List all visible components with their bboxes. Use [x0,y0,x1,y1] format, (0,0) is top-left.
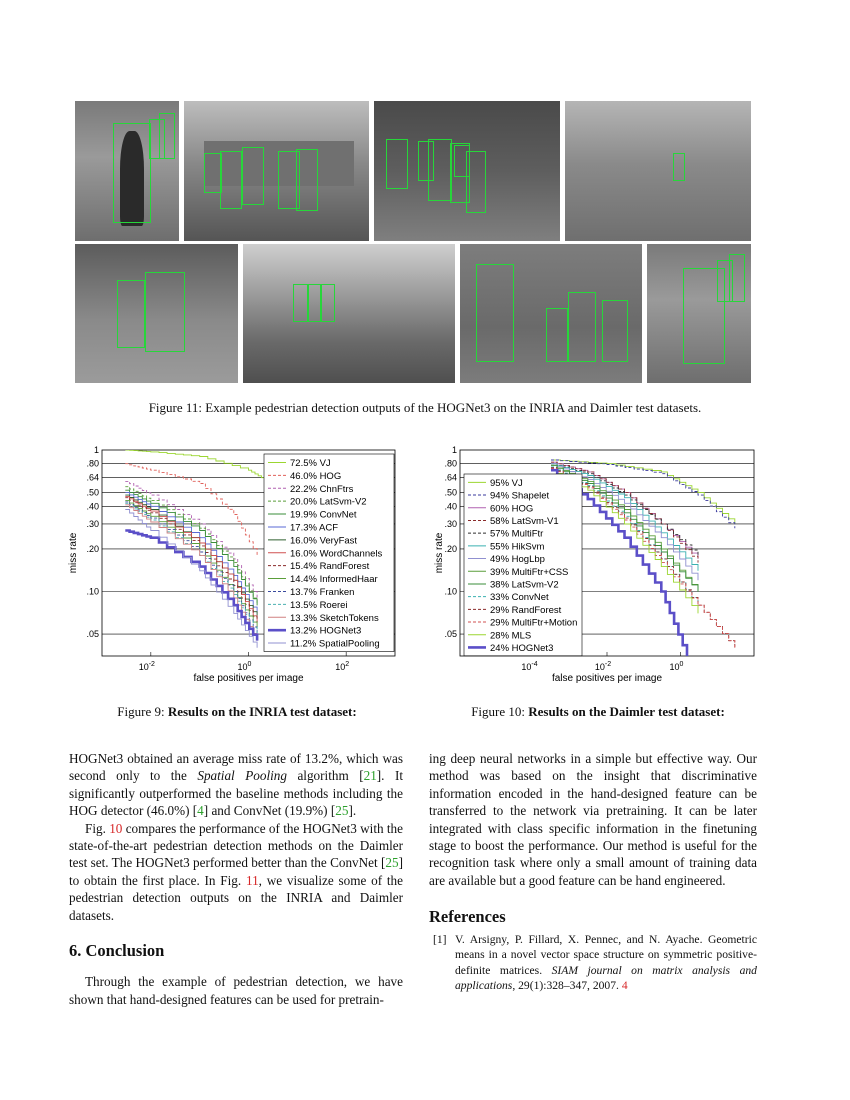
figure-9-caption-prefix: Figure 9: [117,704,168,719]
figure-10-caption [428,704,768,720]
legend-label: 39% MultiFtr+CSS [490,566,569,578]
legend-label: 17.3% ACF [290,522,339,534]
y-tick-label: .50 [444,487,457,498]
legend-label: 29% RandForest [490,604,562,616]
results-paragraph: HOGNet3 obtained an average miss rate of 13.2%, which was second only to the Spatial Pooling algorithm [21]. It significantly outperformed the baseline methods including the HOG detector (46.0%) [4] and ConvNet (19.9%) [25]. [69,751,404,819]
y-tick-label: .64 [444,472,457,483]
legend-label: 38% LatSvm-V2 [490,579,559,591]
daimler-paragraph: Fig. 10 compares the performance of the HOGNet3 with the state-of-the-art pedestrian detection methods on the Daimler test set. The HOGNet3 performed better than the ConvNet [25] to obtain the first place. In Fig. 11, we visualize some of the pedestrian detection outputs on the INRIA and Daimler datasets. [69,820,404,923]
y-tick-label: .10 [86,586,99,597]
pedestrian-photo [460,244,642,383]
legend-label: 49% HogLbp [490,554,545,566]
reference-number: [1] [433,933,447,946]
x-tick-label: $10^0$ [237,661,252,672]
y-tick-label: .50 [86,487,99,498]
legend-label: 29% MultiFtr+Motion [490,617,578,629]
detection-box [386,139,408,189]
legend-label: 19.9% ConvNet [290,509,357,521]
legend-label: 16.0% WordChannels [290,548,383,560]
y-tick-label: .80 [86,458,99,469]
daimler-chart [428,442,768,692]
x-axis-label: false positives per image [193,673,304,684]
x-tick-label: $10^{-4}$ [521,661,538,672]
references-heading: References [429,907,506,927]
detection-box [602,300,628,362]
reference-item [433,932,757,994]
y-tick-label: 1 [93,445,99,455]
detection-box [220,151,242,209]
pedestrian-photo [184,101,369,241]
detection-box [568,292,596,362]
detection-box [242,147,264,205]
y-tick-label: .64 [86,472,99,483]
detection-box [428,139,452,201]
detection-box [454,145,470,177]
figure-link[interactable]: 10 [109,820,123,836]
detection-box [546,308,568,362]
detection-box [729,254,745,302]
y-axis-label: miss rate [68,532,79,574]
legend-label: 20.0% LatSvm-V2 [290,496,367,508]
detection-box [113,123,151,223]
detection-box [476,264,514,362]
citation-link[interactable]: 21 [363,768,377,784]
detection-box [307,284,321,322]
y-tick-label: .05 [444,629,457,640]
legend-label: 58% LatSvm-V1 [490,515,559,527]
legend-label: 60% HOG [490,503,534,515]
y-tick-label: .20 [86,543,99,554]
legend-label: 33% ConvNet [490,592,549,604]
legend-label: 15.4% RandForest [290,561,370,573]
pedestrian-photo [565,101,751,241]
y-tick-label: .05 [86,629,99,640]
y-tick-label: .20 [444,543,457,554]
legend-label: 57% MultiFtr [490,528,544,540]
y-tick-label: .30 [86,518,99,529]
citation-link[interactable]: 25 [385,855,399,871]
backref-link[interactable]: 4 [621,979,628,993]
conclusion-heading: 6. Conclusion [69,941,165,961]
y-tick-label: .40 [86,501,99,512]
legend-label: 11.2% SpatialPooling [290,638,380,650]
legend-label: 55% HikSvm [490,541,545,553]
figure-11-caption: Figure 11: Example pedestrian detection outputs of the HOGNet3 on the INRIA and Daimler test datasets. [148,400,702,415]
y-tick-label: .40 [444,501,457,512]
legend-label: 72.5% VJ [290,457,331,469]
detection-box [117,280,145,348]
detection-box [321,284,335,322]
y-tick-label: 1 [451,445,457,455]
x-axis-label: false positives per image [551,673,663,684]
legend-label: 24% HOGNet3 [490,642,554,654]
legend [464,474,582,656]
pedestrian-photo [75,244,238,383]
legend-label: 22.2% ChnFtrs [290,483,354,495]
y-tick-label: .30 [444,518,457,529]
legend-label: 28% MLS [490,630,532,642]
legend-label: 16.0% VeryFast [290,535,358,547]
figure-10-caption-prefix: Figure 10: [471,704,529,719]
legend [264,454,394,652]
y-tick-label: .80 [444,458,457,469]
conclusion-continued: ing deep neural networks in a simple but effective way. Our method was based on the insight that discriminative information encoded in the hand-designed feature can be transferred to the network via pretraining. It can be later integrated with class specific information in the finetuning stage to boost the performance. Our method is useful for the recognition task where only a small amount of training data are available but a good feature can be hand engineered. [429,751,757,888]
citation-link[interactable]: 4 [197,803,204,819]
x-tick-label: $10^{-2}$ [594,661,612,672]
pedestrian-photo [374,101,560,241]
y-axis-label: miss rate [434,532,445,574]
right-column [429,750,757,926]
legend-label: 13.2% HOGNet3 [290,625,362,637]
detection-box [145,272,185,352]
pedestrian-photo [647,244,751,383]
left-column [69,750,403,1008]
x-tick-label: $10^{-2}$ [138,661,155,672]
inria-chart [62,442,412,692]
figure-10-caption-title: Results on the Daimler test dataset: [528,704,725,719]
legend-label: 13.3% SketchTokens [290,612,379,624]
pedestrian-photo [75,101,179,241]
legend-label: 13.5% Roerei [290,599,348,611]
figure-9-caption-title: Results on the INRIA test dataset: [167,704,357,719]
conclusion-paragraph: Through the example of pedestrian detection, we have shown that hand-designed features can be used for pretrain- [69,974,403,1007]
detection-box [159,113,175,159]
legend-label: 94% Shapelet [490,490,550,502]
x-tick-label: $10^2$ [335,661,350,672]
y-tick-label: .10 [444,586,457,597]
legend-label: 13.7% Franken [290,586,355,598]
legend-label: 95% VJ [490,477,523,489]
figure-link[interactable]: 11 [245,872,259,888]
x-tick-label: $10^0$ [669,661,684,672]
legend-label: 14.4% InformedHaar [290,574,378,586]
figure-9-caption [62,704,412,720]
detection-box [296,149,318,211]
pedestrian-photo [243,244,455,383]
reference-text: V. Arsigny, P. Fillard, X. Pennec, and N. Ayache. Geometric means in a novel vector space structure on symmetric positive-definite matrices. SIAM journal on matrix analysis and applications, 29(1):328–347, 2007. 4 [455,933,757,993]
legend-label: 46.0% HOG [290,470,342,482]
detection-box [673,153,685,181]
citation-link[interactable]: 25 [335,803,349,819]
